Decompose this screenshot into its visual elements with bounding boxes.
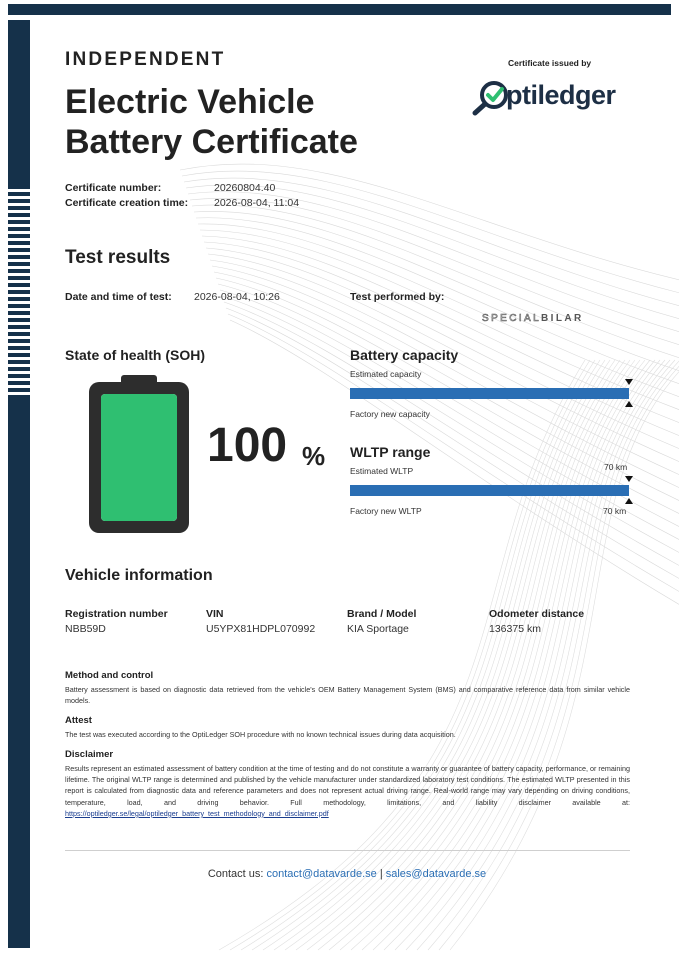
footer-divider xyxy=(65,850,630,851)
wltp-factory-marker xyxy=(625,498,633,504)
brand-model-label: Brand / Model xyxy=(347,608,417,620)
method-text: Battery assessment is based on diagnostic data retrieved from the vehicle's OEM Battery Management System (BMS) and comparative reference data from similar vehicle models. xyxy=(65,685,630,706)
capacity-estimated-marker xyxy=(625,379,633,385)
test-datetime-label: Date and time of test: xyxy=(65,291,172,303)
battery-capacity-heading: Battery capacity xyxy=(350,347,459,363)
issued-by-label: Certificate issued by xyxy=(508,58,592,68)
capacity-bar-track xyxy=(350,388,629,399)
disclaimer-link[interactable]: https://optiledger.se/legal/optiledger_battery_test_methodology_and_disclaimer.pdf xyxy=(65,808,329,818)
specialbilar-logo-part-b: BILAR xyxy=(541,313,584,324)
logo-wordmark: ptiledger xyxy=(506,80,616,110)
specialbilar-logo-part-a: SPECIAL xyxy=(482,313,542,324)
factory-wltp-label: Factory new WLTP xyxy=(350,506,422,516)
wltp-estimated-marker xyxy=(625,476,633,482)
specialbilar-logo xyxy=(482,313,584,324)
side-border-bar xyxy=(8,20,30,948)
contact-email-link[interactable]: contact@datavarde.se xyxy=(266,868,377,880)
soh-heading: State of health (SOH) xyxy=(65,347,206,363)
registration-number-value: NBB59D xyxy=(65,623,106,635)
method-heading: Method and control xyxy=(65,670,154,681)
battery-fill-level xyxy=(101,394,177,521)
factory-wltp-value: 70 km xyxy=(603,506,627,516)
test-performed-by-label: Test performed by: xyxy=(350,291,445,303)
brand-model-value: KIA Sportage xyxy=(347,623,409,635)
odometer-value: 136375 km xyxy=(489,623,541,635)
certificate-title-line1: Electric Vehicle xyxy=(65,83,315,121)
soh-value: 100 xyxy=(207,419,288,472)
sales-email-link[interactable]: sales@datavarde.se xyxy=(385,868,487,880)
contact-separator: | xyxy=(379,868,383,880)
estimated-wltp-value: 70 km xyxy=(604,462,628,472)
battery-inner xyxy=(101,394,177,521)
contact-label: Contact us: xyxy=(207,868,264,880)
disclaimer-text: Results represent an estimated assessment of battery condition at the time of testing and do not constitute a warranty or guarantee of battery capacity, performance, or remaining lifetime. The original WLTP range is determined and published by the vehicle manufacturer under standardized laboratory test conditions. The estimated WLTP presented in this report is calculated from diagnostic data and reference parameters and does not represent actual driving range. Real-world range may vary depending on driving conditions, temperature, load, and driving behavior. Full methodology, limitations, and liability disclaimer available at: xyxy=(65,764,630,807)
certificate-creation-label: Certificate creation time: xyxy=(65,197,189,209)
certificate-kicker: INDEPENDENT xyxy=(65,49,226,70)
factory-capacity-label: Factory new capacity xyxy=(350,409,430,419)
vin-value: U5YPX81HDPL070992 xyxy=(206,623,316,635)
top-border-bar xyxy=(8,4,671,15)
registration-number-label: Registration number xyxy=(65,608,168,620)
optiledger-logo xyxy=(472,78,632,118)
estimated-wltp-bar xyxy=(350,485,629,496)
side-stripe-pattern xyxy=(8,185,30,395)
vin-label: VIN xyxy=(206,608,224,620)
battery-gauge xyxy=(89,375,189,533)
estimated-wltp-label: Estimated WLTP xyxy=(350,466,414,476)
vehicle-info-heading: Vehicle information xyxy=(65,567,213,584)
certificate-creation-value: 2026-08-04, 11:04 xyxy=(214,197,300,209)
certificate-number-label: Certificate number: xyxy=(65,182,162,194)
soh-unit: % xyxy=(302,441,326,471)
estimated-capacity-bar xyxy=(350,388,629,399)
disclaimer-block xyxy=(65,763,630,819)
wltp-bar-track xyxy=(350,485,629,496)
odometer-label: Odometer distance xyxy=(489,608,585,620)
footer-contact xyxy=(0,868,679,880)
test-datetime-value: 2026-08-04, 10:26 xyxy=(194,291,280,303)
wltp-heading: WLTP range xyxy=(350,444,431,460)
attest-text: The test was executed according to the OptiLedger SOH procedure with no known technical issues during data acquisition. xyxy=(65,730,456,739)
certificate-number-value: 20260804.40 xyxy=(214,182,276,194)
capacity-factory-marker xyxy=(625,401,633,407)
certificate-title-line2: Battery Certificate xyxy=(65,123,358,161)
attest-heading: Attest xyxy=(65,715,92,726)
disclaimer-heading: Disclaimer xyxy=(65,749,114,760)
estimated-capacity-label: Estimated capacity xyxy=(350,369,422,379)
test-results-heading: Test results xyxy=(65,247,171,268)
